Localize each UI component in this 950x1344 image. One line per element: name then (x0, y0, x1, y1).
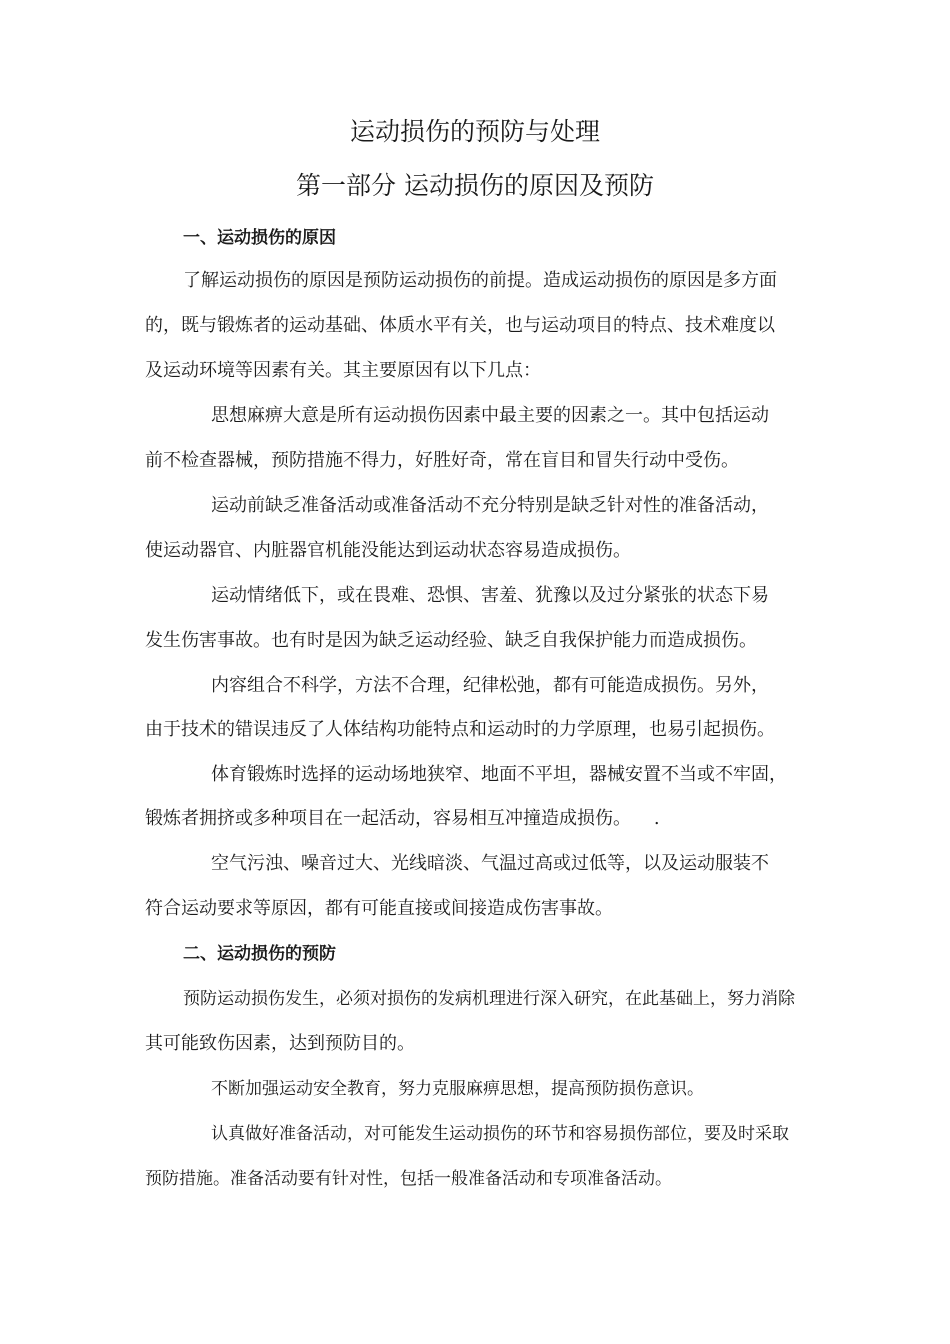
section-heading-prevention: 二、运动损伤的预防 (183, 944, 336, 964)
paragraph-line: 预防措施。准备活动要有针对性，包括一般准备活动和专项准备活动。 (145, 1169, 672, 1189)
paragraph-line: 发生伤害事故。也有时是因为缺乏运动经验、缺乏自我保护能力而造成损伤。 (145, 630, 757, 651)
paragraph-line: 预防运动损伤发生，必须对损伤的发病机理进行深入研究，在此基础上，努力消除 (183, 989, 795, 1009)
paragraph-line: 及运动环境等因素有关。其主要原因有以下几点： (145, 360, 541, 381)
paragraph-line: 体育锻炼时选择的运动场地狭窄、地面不平坦，器械安置不当或不牢固， (211, 764, 787, 785)
paragraph-line: 思想麻痹大意是所有运动损伤因素中最主要的因素之一。其中包括运动 (211, 405, 769, 426)
paragraph-line: 锻炼者拥挤或多种项目在一起活动，容易相互冲撞造成损伤。 . (145, 808, 660, 829)
paragraph-line: 内容组合不科学，方法不合理，纪律松弛，都有可能造成损伤。另外， (211, 675, 769, 696)
paragraph-line: 运动前缺乏准备活动或准备活动不充分特别是缺乏针对性的准备活动， (211, 495, 769, 516)
paragraph-line: 使运动器官、内脏器官机能没能达到运动状态容易造成损伤。 (145, 540, 631, 561)
document-title: 运动损伤的预防与处理 (349, 117, 600, 146)
paragraph-line: 符合运动要求等原因，都有可能直接或间接造成伤害事故。 (145, 898, 613, 919)
paragraph-line: 的，既与锻炼者的运动基础、体质水平有关，也与运动项目的特点、技术难度以 (145, 315, 775, 336)
paragraph-line: 认真做好准备活动，对可能发生运动损伤的环节和容易损伤部位，要及时采取 (211, 1124, 789, 1144)
section-heading-causes: 一、运动损伤的原因 (183, 228, 336, 248)
paragraph-line: 空气污浊、噪音过大、光线暗淡、气温过高或过低等，以及运动服装不 (211, 853, 769, 874)
paragraph-line: 了解运动损伤的原因是预防运动损伤的前提。造成运动损伤的原因是多方面 (183, 270, 777, 291)
part-title: 第一部分 运动损伤的原因及预防 (296, 171, 654, 200)
paragraph-line: 其可能致伤因素，达到预防目的。 (145, 1033, 415, 1054)
paragraph-line: 由于技术的错误违反了人体结构功能特点和运动时的力学原理，也易引起损伤。 (145, 719, 775, 740)
paragraph-line: 运动情绪低下，或在畏难、恐惧、害羞、犹豫以及过分紧张的状态下易 (211, 585, 769, 606)
paragraph-line: 前不检查器械，预防措施不得力，好胜好奇，常在盲目和冒失行动中受伤。 (145, 450, 739, 471)
paragraph-line: 不断加强运动安全教育，努力克服麻痹思想，提高预防损伤意识。 (211, 1079, 704, 1099)
